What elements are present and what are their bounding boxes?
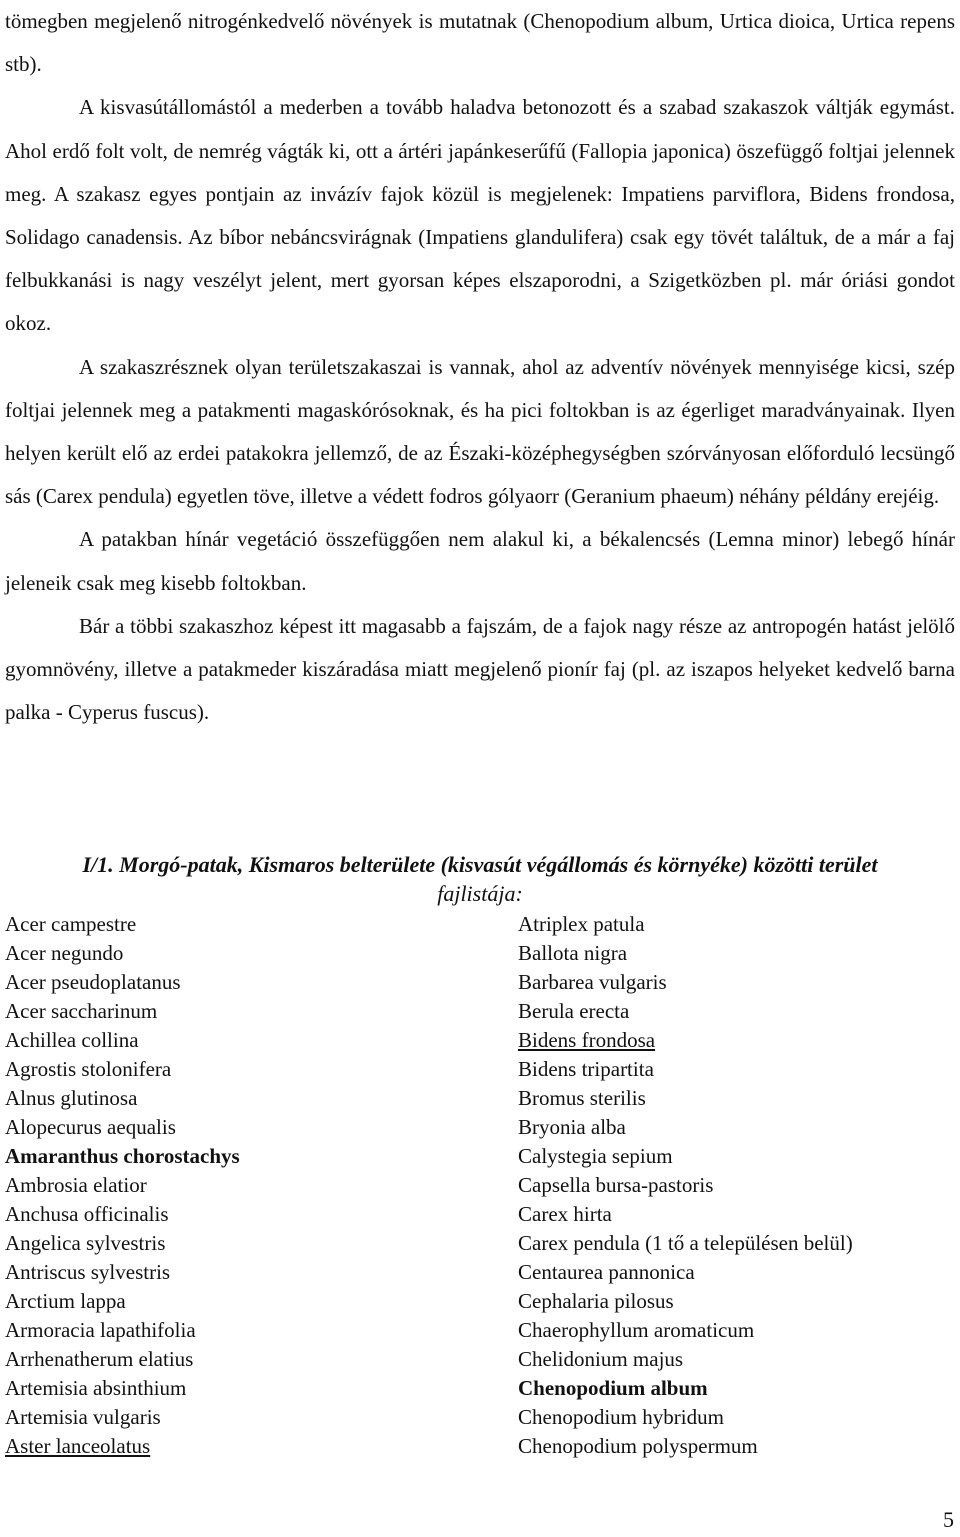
species-item: Ballota nigra xyxy=(518,941,628,965)
species-item: Armoracia lapathifolia xyxy=(5,1318,196,1342)
paragraph: Bár a többi szakaszhoz képest itt magasabb a fajszám, de a fajok nagy része az antropogén hatást jelölő gyomnövény, illetve a patakmeder kiszáradása miatt megjelenő pionír faj (pl. az iszapos helyeket kedvelő barna palka - Cyperus fuscus). xyxy=(5,613,955,725)
species-item: Bromus sterilis xyxy=(518,1086,646,1110)
species-item: Antriscus sylvestris xyxy=(5,1260,171,1284)
species-item: Achillea collina xyxy=(5,1028,139,1052)
heading-line-2: fajlistája: xyxy=(437,881,523,906)
species-list-left-column xyxy=(5,910,485,1461)
page-number: 5 xyxy=(943,1507,954,1532)
heading-line-1: I/1. Morgó-patak, Kismaros belterülete (kisvasút végállomás és környéke) közötti terület xyxy=(82,852,878,877)
species-item: Alnus glutinosa xyxy=(5,1086,138,1110)
species-item: Barbarea vulgaris xyxy=(518,970,667,994)
species-item: Acer campestre xyxy=(5,912,137,936)
body-text xyxy=(5,0,955,734)
species-item: Anchusa officinalis xyxy=(5,1202,169,1226)
species-item: Atriplex patula xyxy=(518,912,645,936)
species-item: Chenopodium hybridum xyxy=(518,1405,724,1429)
species-item: Acer negundo xyxy=(5,941,124,965)
paragraph: A szakaszrésznek olyan területszakaszai is vannak, ahol az adventív növények mennyisége kicsi, szép foltjai jelennek meg a patakmenti magaskórósoknak, és ha pici foltokban is az égerliget maradványainak. Ilyen helyen került elő az erdei patakokra jellemző, de az Északi-középhegységben szórványosan előforduló lecsüngő sás (Carex pendula) egyetlen töve, illetve a védett fodros gólyaorr (Geranium phaeum) néhány példány erejéig. xyxy=(5,354,955,509)
species-item: Carex pendula (1 tő a településen belül) xyxy=(518,1231,853,1255)
species-item: Capsella bursa-pastoris xyxy=(518,1173,714,1197)
species-item: Artemisia vulgaris xyxy=(5,1405,161,1429)
species-item: Calystegia sepium xyxy=(518,1144,673,1168)
paragraph: tömegben megjelenő nitrogénkedvelő növények is mutatnak (Chenopodium album, Urtica dioica, Urtica repens stb). xyxy=(5,9,955,77)
species-item: Cephalaria pilosus xyxy=(518,1289,674,1313)
species-item: Bryonia alba xyxy=(518,1115,626,1139)
species-list-heading xyxy=(5,850,955,908)
species-item: Ambrosia elatior xyxy=(5,1173,147,1197)
species-item: Berula erecta xyxy=(518,999,630,1023)
species-item: Chenopodium polyspermum xyxy=(518,1434,758,1458)
paragraph: A patakban hínár vegetáció összefüggően nem alakul ki, a békalencsés (Lemna minor) lebegő hínár jeleneik csak meg kisebb foltokban. xyxy=(5,527,955,595)
species-item: Centaurea pannonica xyxy=(518,1260,695,1284)
species-item: Amaranthus chorostachys xyxy=(5,1144,240,1168)
species-item: Agrostis stolonifera xyxy=(5,1057,172,1081)
species-item: Aster lanceolatus xyxy=(5,1434,151,1458)
species-item: Acer pseudoplatanus xyxy=(5,970,181,994)
species-item: Bidens frondosa xyxy=(518,1028,656,1052)
paragraph: A kisvasútállomástól a mederben a tovább haladva betonozott és a szabad szakaszok váltják egymást. Ahol erdő folt volt, de nemrég vágták ki, ott a ártéri japánkeserűfű (Fallopia japonica) öszefüggő foltjai jelennek meg. A szakasz egyes pontjain az invázív fajok közül is megjelenek: Impatiens parviflora, Bidens frondosa, Solidago canadensis. Az bíbor nebáncsvirágnak (Impatiens glandulifera) csak egy tövét találtuk, de a már a faj felbukkanási is nagy veszélyt jelent, mert gyorsan képes elszaporodni, a Szigetközben pl. már óriási gondot okoz. xyxy=(5,95,955,336)
species-list-right-column xyxy=(518,910,958,1461)
species-item: Carex hirta xyxy=(518,1202,612,1226)
species-item: Acer saccharinum xyxy=(5,999,158,1023)
species-item: Chenopodium album xyxy=(518,1376,708,1400)
species-item: Arctium lappa xyxy=(5,1289,126,1313)
species-item: Chelidonium majus xyxy=(518,1347,684,1371)
species-item: Artemisia absinthium xyxy=(5,1376,187,1400)
species-item: Chaerophyllum aromaticum xyxy=(518,1318,755,1342)
species-item: Alopecurus aequalis xyxy=(5,1115,176,1139)
species-item: Angelica sylvestris xyxy=(5,1231,166,1255)
species-item: Arrhenatherum elatius xyxy=(5,1347,194,1371)
species-item: Bidens tripartita xyxy=(518,1057,654,1081)
